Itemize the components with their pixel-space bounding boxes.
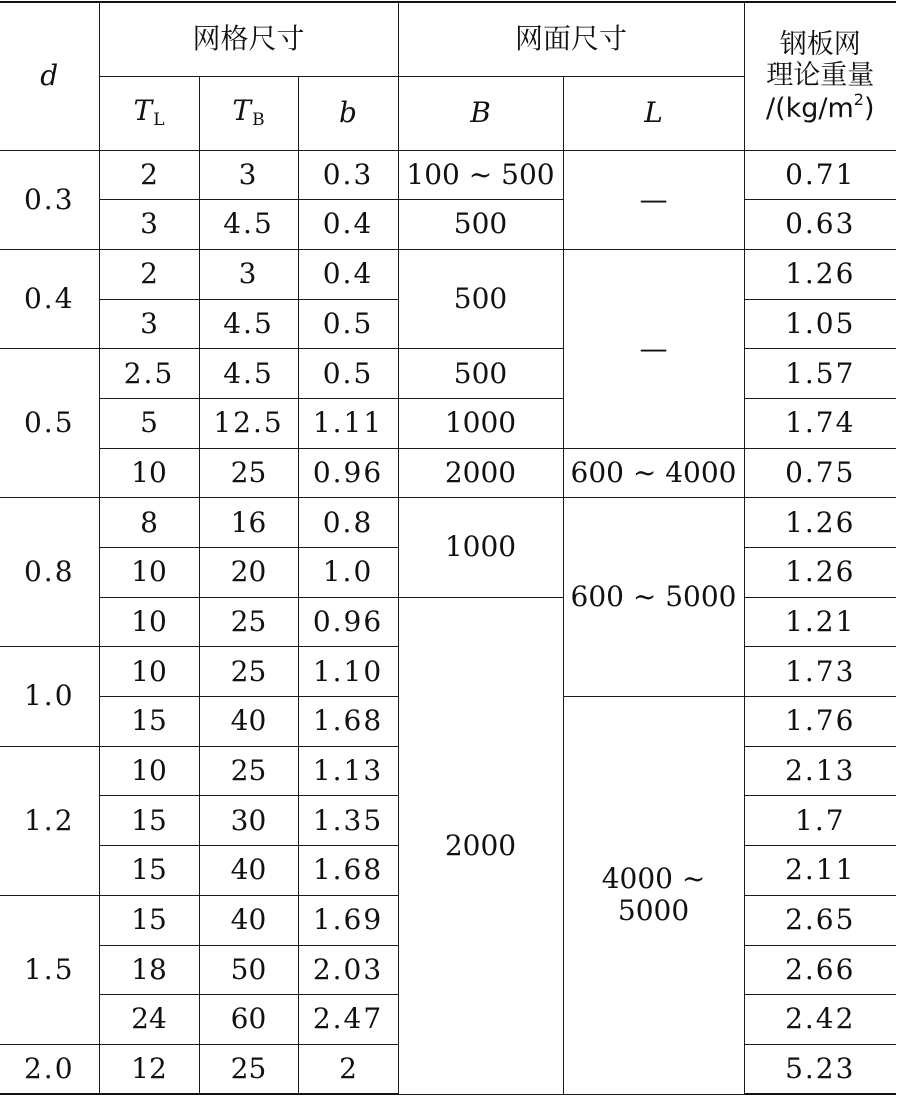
- cell-weight: 1.21: [744, 597, 896, 647]
- header-panel-size: 网面尺寸: [398, 2, 744, 76]
- cell-tb: 50: [199, 945, 298, 995]
- cell-tb: 20: [199, 548, 298, 598]
- cell-tl: 3: [99, 299, 199, 349]
- cell-d: 2.0: [0, 1044, 99, 1094]
- cell-tl: 15: [99, 796, 199, 846]
- cell-d: 1.5: [0, 895, 99, 1044]
- cell-tb: 25: [199, 647, 298, 697]
- cell-d: 0.3: [0, 150, 99, 249]
- cell-tb: 4.5: [199, 200, 298, 250]
- cell-B: 500: [398, 349, 563, 399]
- cell-tb: 12.5: [199, 398, 298, 448]
- header-tb: $T_B$: [199, 76, 298, 150]
- header-mesh-size: 网格尺寸: [99, 2, 398, 76]
- cell-B: 100 ~ 500: [398, 150, 563, 200]
- cell-b: 0.96: [298, 448, 398, 498]
- cell-tb: 40: [199, 895, 298, 945]
- cell-B: 2000: [398, 597, 563, 1094]
- table-row: [0, 349, 896, 399]
- cell-weight: 1.76: [744, 697, 896, 747]
- cell-b: 1.11: [298, 398, 398, 448]
- cell-b: 0.5: [298, 299, 398, 349]
- cell-B: 500: [398, 249, 563, 348]
- cell-tl: 18: [99, 945, 199, 995]
- header-B: B: [398, 76, 563, 150]
- cell-weight: 1.7: [744, 796, 896, 846]
- cell-tl: 10: [99, 448, 199, 498]
- cell-weight: 2.13: [744, 746, 896, 796]
- cell-weight: 0.63: [744, 200, 896, 250]
- cell-tb: 25: [199, 1044, 298, 1094]
- cell-tb: 40: [199, 697, 298, 747]
- cell-tb: 30: [199, 796, 298, 846]
- cell-tl: 3: [99, 200, 199, 250]
- cell-b: 1.68: [298, 697, 398, 747]
- cell-weight: 0.71: [744, 150, 896, 200]
- cell-weight: 5.23: [744, 1044, 896, 1094]
- header-tl: $T_L$: [99, 76, 199, 150]
- cell-tl: 10: [99, 597, 199, 647]
- header-theoretical-weight: 钢板网 理论重量 $/(kg/m^2)$: [744, 2, 896, 150]
- cell-L: —: [563, 150, 744, 249]
- cell-weight: 1.26: [744, 548, 896, 598]
- cell-weight: 0.75: [744, 448, 896, 498]
- cell-b: 1.35: [298, 796, 398, 846]
- cell-tl: 12: [99, 1044, 199, 1094]
- table-row: [0, 150, 896, 200]
- cell-tl: 15: [99, 846, 199, 896]
- cell-tl: 8: [99, 498, 199, 548]
- cell-tl: 2: [99, 150, 199, 200]
- cell-tl: 10: [99, 647, 199, 697]
- cell-b: 2.03: [298, 945, 398, 995]
- cell-L: 600 ~ 5000: [563, 498, 744, 697]
- cell-B: 2000: [398, 448, 563, 498]
- cell-b: 0.3: [298, 150, 398, 200]
- cell-tl: 5: [99, 398, 199, 448]
- cell-weight: 2.11: [744, 846, 896, 896]
- cell-weight: 2.65: [744, 895, 896, 945]
- cell-tb: 4.5: [199, 299, 298, 349]
- cell-L: 600 ~ 4000: [563, 448, 744, 498]
- cell-weight: 1.57: [744, 349, 896, 399]
- cell-b: 0.96: [298, 597, 398, 647]
- cell-b: 0.5: [298, 349, 398, 399]
- cell-tb: 60: [199, 995, 298, 1045]
- cell-b: 1.10: [298, 647, 398, 697]
- cell-tl: 10: [99, 548, 199, 598]
- cell-b: 0.8: [298, 498, 398, 548]
- cell-tb: 25: [199, 597, 298, 647]
- cell-tb: 4.5: [199, 349, 298, 399]
- table-row: [0, 448, 896, 498]
- cell-b: 2: [298, 1044, 398, 1094]
- header-b-small: b: [298, 76, 398, 150]
- table-row: [0, 597, 896, 647]
- cell-tl: 15: [99, 697, 199, 747]
- table-row: [0, 249, 896, 299]
- cell-b: 0.4: [298, 200, 398, 250]
- table-row: [0, 498, 896, 548]
- cell-tb: 3: [199, 150, 298, 200]
- cell-b: 1.68: [298, 846, 398, 896]
- cell-tl: 24: [99, 995, 199, 1045]
- cell-tb: 40: [199, 846, 298, 896]
- cell-B: 1000: [398, 498, 563, 597]
- cell-weight: 1.26: [744, 249, 896, 299]
- cell-tl: 10: [99, 746, 199, 796]
- cell-tb: 16: [199, 498, 298, 548]
- cell-tb: 3: [199, 249, 298, 299]
- cell-weight: 1.26: [744, 498, 896, 548]
- steel-mesh-spec-table: [0, 1, 896, 1095]
- cell-weight: 2.66: [744, 945, 896, 995]
- cell-d: 0.8: [0, 498, 99, 647]
- cell-tb: 25: [199, 448, 298, 498]
- cell-d: 0.4: [0, 249, 99, 348]
- cell-b: 2.47: [298, 995, 398, 1045]
- table-row: [0, 398, 896, 448]
- cell-tl: 2.5: [99, 349, 199, 399]
- cell-d: 1.2: [0, 746, 99, 895]
- cell-tl: 2: [99, 249, 199, 299]
- cell-weight: 1.74: [744, 398, 896, 448]
- cell-L: 4000 ~ 5000: [563, 697, 744, 1095]
- table-row: [0, 200, 896, 250]
- header-L: L: [563, 76, 744, 150]
- cell-b: 1.13: [298, 746, 398, 796]
- cell-B: 500: [398, 200, 563, 250]
- cell-weight: 2.42: [744, 995, 896, 1045]
- cell-weight: 1.73: [744, 647, 896, 697]
- cell-b: 0.4: [298, 249, 398, 299]
- cell-d: 0.5: [0, 349, 99, 498]
- header-d: d: [0, 2, 99, 150]
- cell-tl: 15: [99, 895, 199, 945]
- cell-b: 1.69: [298, 895, 398, 945]
- cell-L: —: [563, 249, 744, 448]
- cell-tb: 25: [199, 746, 298, 796]
- cell-weight: 1.05: [744, 299, 896, 349]
- cell-b: 1.0: [298, 548, 398, 598]
- cell-d: 1.0: [0, 647, 99, 746]
- header-row-1: [0, 2, 896, 76]
- cell-B: 1000: [398, 398, 563, 448]
